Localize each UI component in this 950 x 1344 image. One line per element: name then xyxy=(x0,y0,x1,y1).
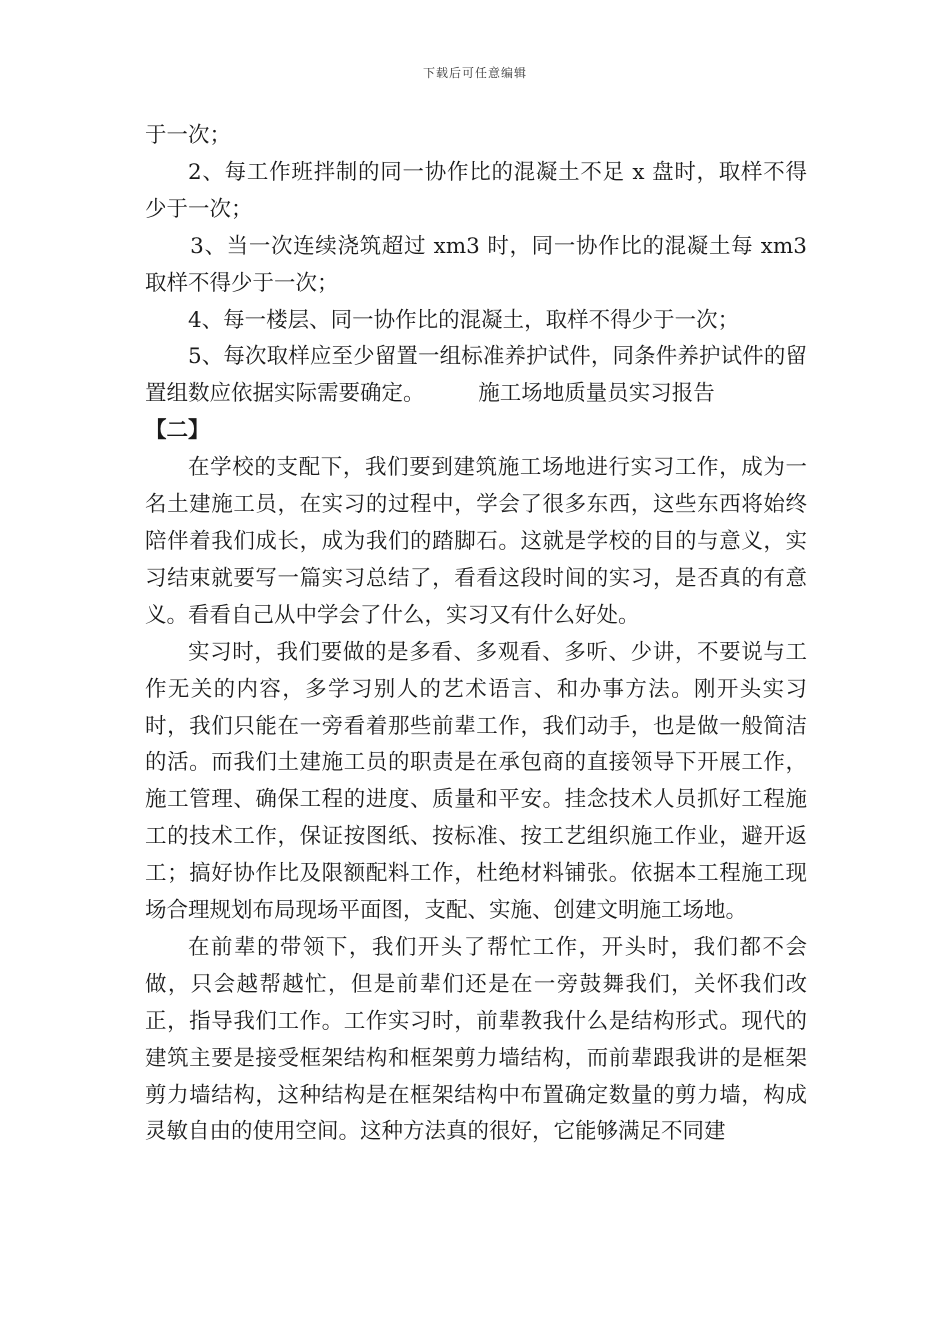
list-item-4: 4、每一楼层、同一协作比的混凝土，取样不得少于一次； xyxy=(188,307,740,333)
body-paragraph-3: 在前辈的带领下，我们开头了帮忙工作，开头时，我们都不会做，只会越帮越忙，但是前辈们还是在一旁鼓舞我们，关怀我们改正，指导我们工作。工作实习时，前辈教我什么是结构形式。现代的建筑主要是接受框架结构和框架剪力墙结构，而前辈跟我讲的是框架剪力墙结构，这种结构是在框架结构中布置确定数量的剪力墙，构成灵敏自由的使用空间。这种方法真的很好，它能够满足不同建 xyxy=(145,934,807,1145)
list-item-3: 3、当一次连续浇筑超过 xm3 时，同一协作比的混凝土每 xm3 取样不得少于一次； xyxy=(145,233,807,296)
document-body xyxy=(145,118,807,1151)
section-heading: 【二】 xyxy=(145,418,210,444)
body-paragraph-2: 实习时，我们要做的是多看、多观看、多听、少讲，不要说与工作无关的内容，多学习别人的艺术语言、和办事方法。刚开头实习时，我们只能在一旁看着那些前辈工作，我们动手，也是做一般简洁的活。而我们土建施工员的职责是在承包商的直接领导下开展工作，施工管理、确保工程的进度、质量和平安。挂念技术人员抓好工程施工的技术工作，保证按图纸、按标准、按工艺组织施工作业，避开返工；搞好协作比及限额配料工作，杜绝材料铺张。依据本工程施工现场合理规划布局现场平面图，支配、实施、创建文明施工场地。 xyxy=(145,639,807,924)
page-header: 下载后可任意编辑 xyxy=(422,66,527,80)
list-item-2: 2、每工作班拌制的同一协作比的混凝土不足 x 盘时，取样不得少于一次； xyxy=(145,159,807,222)
paragraph-continuation: 于一次； xyxy=(145,123,232,148)
list-item-5: 5、每次取样应至少留置一组标准养护试件，同条件养护试件的留置组数应依据实际需要确定。 施工场地质量员实习报告 xyxy=(145,344,807,407)
body-paragraph-1: 在学校的支配下，我们要到建筑施工场地进行实习工作，成为一名土建施工员，在实习的过程中，学会了很多东西，这些东西将始终陪伴着我们成长，成为我们的踏脚石。这就是学校的目的与意义，实习结束就要写一篇实习总结了，看看这段时间的实习，是否真的有意义。看看自己从中学会了什么，实习又有什么好处。 xyxy=(145,455,807,628)
